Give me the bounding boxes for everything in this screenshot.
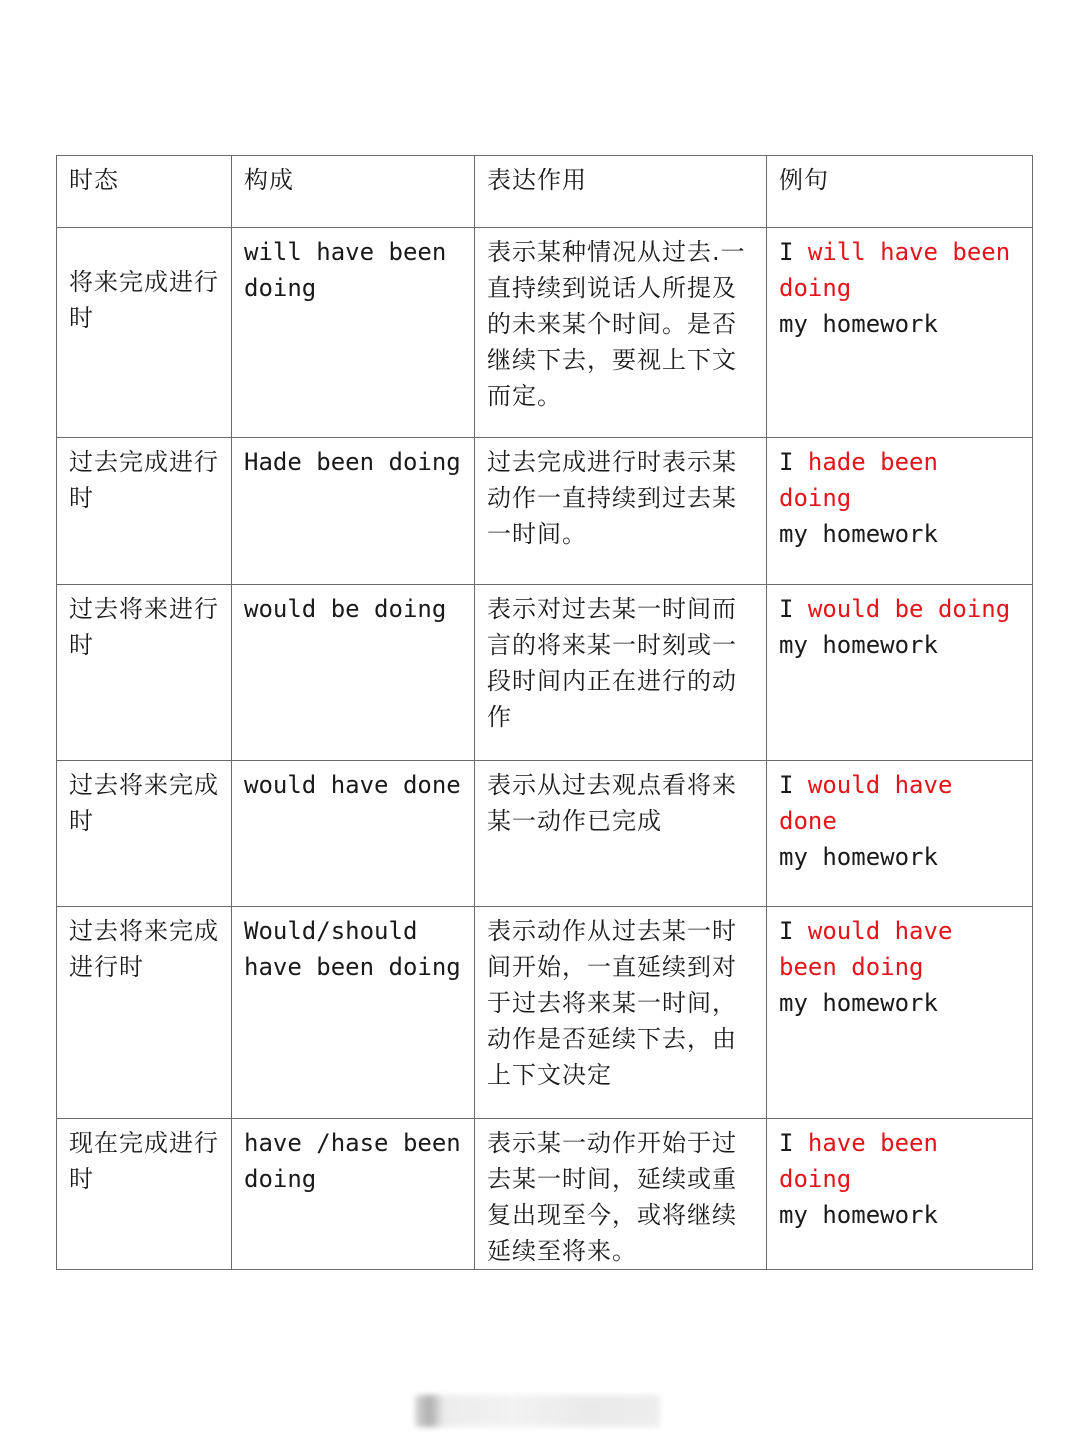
example-subject: I (779, 1129, 808, 1157)
example-verb-phrase: would have done (779, 771, 953, 835)
example-object: my homework (779, 631, 938, 659)
form-cell: Hade been doing (232, 438, 475, 585)
use-cell: 过去完成进行时表示某动作一直持续到过去某一时间。 (475, 438, 767, 585)
example-object: my homework (779, 843, 938, 871)
form-cell: would be doing (232, 585, 475, 761)
tense-name: 将来完成进行时 (69, 268, 219, 332)
table-row (57, 228, 1033, 438)
example-subject: I (779, 595, 808, 623)
example-cell (767, 1119, 1033, 1270)
example-verb-phrase: would have been doing (779, 917, 953, 981)
header-form: 构成 (232, 156, 475, 228)
table-row (57, 438, 1033, 585)
table-row (57, 761, 1033, 907)
tense-cell: 过去将来进行时 (57, 585, 232, 761)
table-row (57, 585, 1033, 761)
tense-table (56, 155, 1033, 1270)
header-example: 例句 (767, 156, 1033, 228)
example-verb-phrase: hade been doing (779, 448, 938, 512)
example-subject: I (779, 917, 808, 945)
example-cell (767, 585, 1033, 761)
use-cell: 表示对过去某一时间而言的将来某一时刻或一段时间内正在进行的动作 (475, 585, 767, 761)
example-object: my homework (779, 1201, 938, 1229)
example-cell (767, 907, 1033, 1119)
example-cell (767, 228, 1033, 438)
form-cell: would have done (232, 761, 475, 907)
use-cell: 表示某一动作开始于过去某一时间，延续或重复出现至今，或将继续延续至将来。 (475, 1119, 767, 1270)
example-verb-phrase: would be doing (807, 595, 1011, 623)
use-cell: 表示动作从过去某一时间开始，一直延续到对于过去将来某一时间，动作是否延续下去，由上下文决定 (475, 907, 767, 1119)
example-verb-phrase: have been doing (779, 1129, 938, 1193)
example-object: my homework (779, 520, 938, 548)
tense-cell: 过去将来完成进行时 (57, 907, 232, 1119)
use-cell: 表示某种情况从过去.一直持续到说话人所提及的未来某个时间。是否继续下去，要视上下文而定。 (475, 228, 767, 438)
example-object: my homework (779, 989, 938, 1017)
form-cell: have /hase been doing (232, 1119, 475, 1270)
blurred-watermark (415, 1395, 660, 1427)
example-cell (767, 761, 1033, 907)
tense-cell: 现在完成进行时 (57, 1119, 232, 1270)
use-cell: 表示从过去观点看将来某一动作已完成 (475, 761, 767, 907)
header-tense: 时态 (57, 156, 232, 228)
example-object: my homework (779, 310, 938, 338)
table-row (57, 1119, 1033, 1270)
header-row (57, 156, 1033, 228)
example-cell (767, 438, 1033, 585)
tense-cell: 过去将来完成时 (57, 761, 232, 907)
example-subject: I (779, 448, 808, 476)
example-verb-phrase: will have been doing (779, 238, 1011, 302)
tense-cell (57, 228, 232, 438)
tense-cell: 过去完成进行时 (57, 438, 232, 585)
table-row (57, 907, 1033, 1119)
header-use: 表达作用 (475, 156, 767, 228)
example-subject: I (779, 771, 808, 799)
example-subject: I (779, 238, 808, 266)
form-cell: Would/should have been doing (232, 907, 475, 1119)
form-cell: will have been doing (232, 228, 475, 438)
